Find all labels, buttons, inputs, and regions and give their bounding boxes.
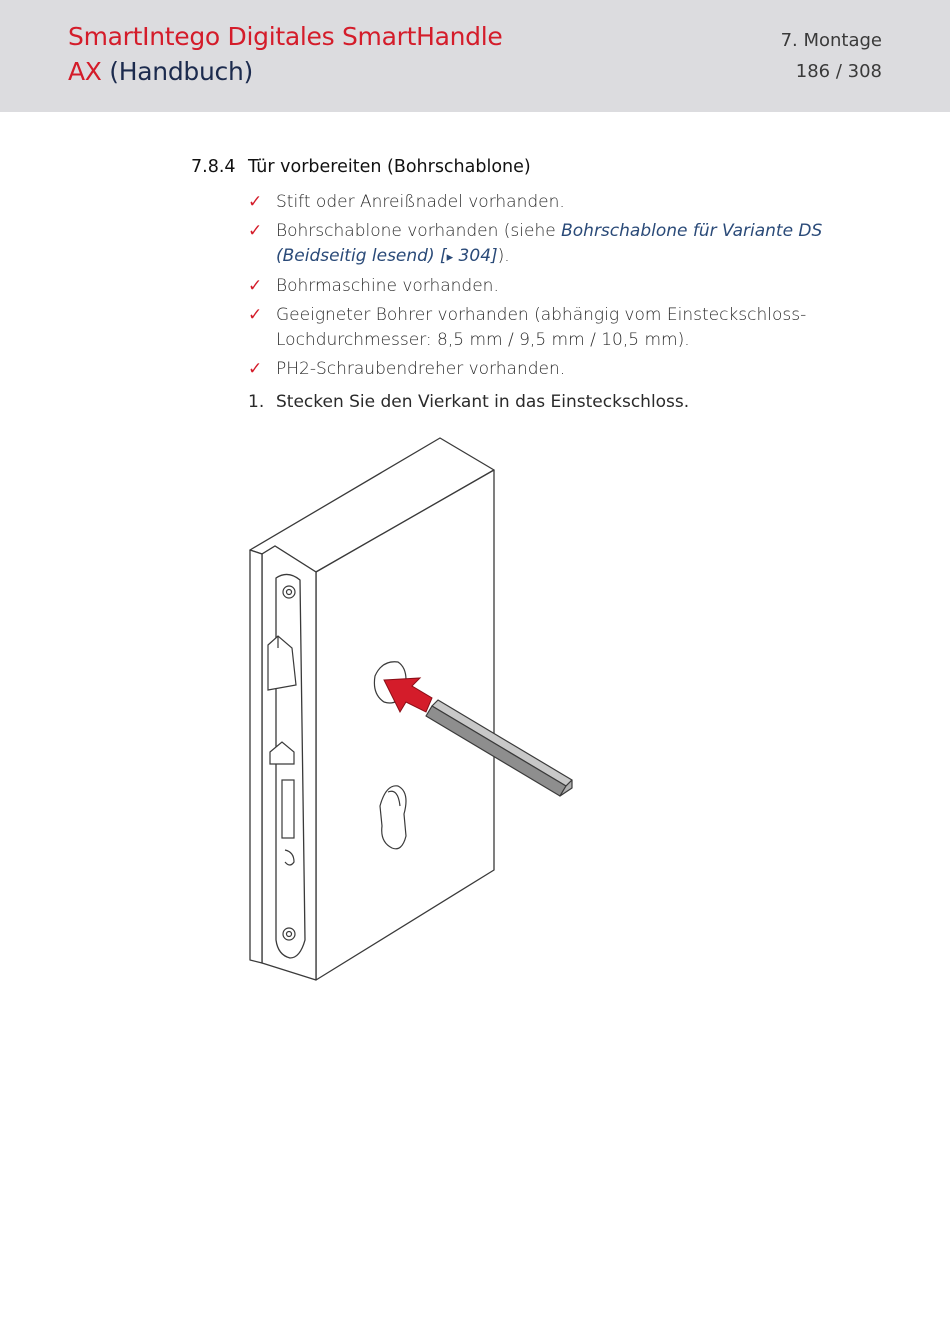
list-item [248, 303, 848, 353]
door-outer-strip [250, 550, 262, 963]
prerequisite-list [248, 190, 848, 386]
document-title: SmartIntego Digitales SmartHandle [68, 22, 503, 51]
item-text: Geeigneter Bohrer vorhanden (abhängig vom Einsteckschloss-Lochdurchmesser: 8,5 mm / 9,5 mm / 10,5 mm). [276, 305, 807, 350]
list-item [248, 190, 848, 215]
check-icon: ✓ [248, 221, 263, 241]
title-ax: AX [68, 57, 102, 86]
item-text: Stift oder Anreißnadel vorhanden. [276, 192, 565, 212]
list-item [248, 274, 848, 299]
cylinder-hole [380, 786, 406, 849]
list-item [248, 219, 848, 270]
check-icon: ✓ [248, 192, 263, 212]
bolt-slot [282, 780, 294, 838]
cross-reference-link[interactable]: Bohrschablone für Variante DS (Beidseitig lesend) [▸ 304] [276, 221, 823, 266]
document-subtitle [68, 57, 253, 86]
item-text-end: ). [497, 246, 510, 266]
item-text: Bohrschablone vorhanden (siehe [276, 221, 562, 241]
chapter-label: 7. Montage [780, 30, 882, 51]
list-item [248, 357, 848, 382]
section-title: Tür vorbereiten (Bohrschablone) [248, 157, 531, 177]
item-text: PH2-Schraubendreher vorhanden. [276, 359, 566, 379]
section-heading [191, 157, 531, 177]
step-1 [248, 390, 689, 415]
item-text: Bohrmaschine vorhanden. [276, 276, 499, 296]
page-arrow-icon: ▸ [446, 250, 454, 265]
page-header [0, 0, 950, 112]
door-lock-illustration [240, 430, 600, 990]
step-text: Stecken Sie den Vierkant in das Einsteckschloss. [276, 392, 690, 412]
section-number: 7.8.4 [191, 157, 236, 177]
check-icon: ✓ [248, 359, 263, 379]
page-number: 186 / 308 [795, 61, 882, 82]
lock-faceplate [276, 574, 305, 958]
title-handbuch: (Handbuch) [109, 57, 253, 86]
step-number: 1. [248, 392, 265, 412]
check-icon: ✓ [248, 305, 263, 325]
check-icon: ✓ [248, 276, 263, 296]
